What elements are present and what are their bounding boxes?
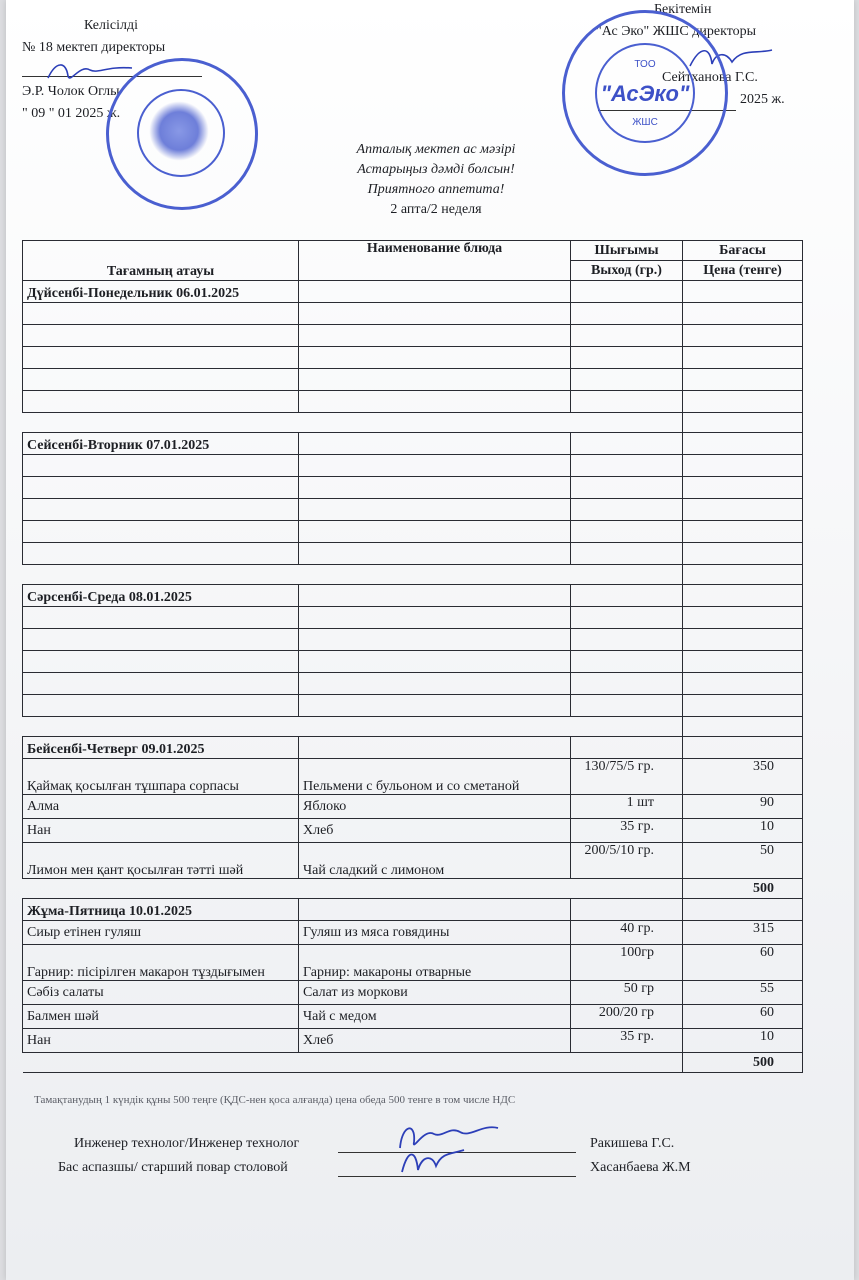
empty-cell [23, 303, 299, 325]
dish-name-ru: Гуляш из мяса говядины [299, 921, 571, 945]
approval-left-name: Э.Р. Чолок Оглы [22, 84, 120, 99]
empty-row [23, 499, 803, 521]
col-header-name-ru: Наименование блюда [299, 241, 571, 281]
day-row [23, 737, 803, 759]
dish-name-ru: Чай сладкий с лимоном [299, 843, 571, 879]
empty-cell [23, 347, 299, 369]
empty-cell [683, 543, 803, 565]
dish-name-ru: Салат из моркови [299, 981, 571, 1005]
empty-row [23, 673, 803, 695]
day-label: Сәрсенбі-Среда 08.01.2025 [23, 585, 299, 607]
round-stamp-left [106, 58, 258, 210]
dish-output: 40 гр. [571, 921, 683, 945]
empty-cell [571, 629, 683, 651]
dish-name-ru: Хлеб [299, 1029, 571, 1053]
empty-cell [299, 477, 571, 499]
cook-name: Хасанбаева Ж.М [590, 1160, 691, 1175]
dish-name-kz: Лимон мен қант қосылған тәтті шәй [23, 843, 299, 879]
day-row [23, 585, 803, 607]
dish-name-ru: Чай с медом [299, 1005, 571, 1029]
empty-cell [299, 607, 571, 629]
dish-name-ru: Хлеб [299, 819, 571, 843]
dish-output: 50 гр [571, 981, 683, 1005]
empty-cell [683, 585, 803, 607]
total-row [23, 1053, 803, 1073]
empty-row [23, 391, 803, 413]
empty-row [23, 651, 803, 673]
empty-cell [299, 543, 571, 565]
empty-cell [299, 347, 571, 369]
empty-cell [299, 455, 571, 477]
empty-cell [571, 543, 683, 565]
day-row [23, 281, 803, 303]
empty-cell [571, 695, 683, 717]
empty-cell [299, 369, 571, 391]
empty-cell [683, 391, 803, 413]
separator-row [23, 413, 803, 433]
day-label: Дүйсенбі-Понедельник 06.01.2025 [23, 281, 299, 303]
empty-cell [23, 477, 299, 499]
empty-cell [299, 499, 571, 521]
empty-cell [571, 369, 683, 391]
empty-cell [683, 629, 803, 651]
dish-row [23, 945, 803, 981]
empty-cell [571, 455, 683, 477]
dish-output: 100гр [571, 945, 683, 981]
empty-cell [299, 695, 571, 717]
day-label: Бейсенбі-Четверг 09.01.2025 [23, 737, 299, 759]
empty-cell [571, 899, 683, 921]
empty-cell [23, 521, 299, 543]
menu-wish-ru: Приятного аппетита! [367, 182, 505, 197]
empty-cell [571, 281, 683, 303]
empty-cell [23, 651, 299, 673]
dish-name-kz: Нан [23, 819, 299, 843]
col-header-price-ru: Цена (тенге) [683, 261, 803, 281]
day-row [23, 899, 803, 921]
stamp-right-bottom: ЖШС [632, 117, 658, 128]
empty-cell [683, 651, 803, 673]
dish-row [23, 795, 803, 819]
empty-cell [683, 695, 803, 717]
dish-row [23, 1029, 803, 1053]
empty-cell [23, 455, 299, 477]
empty-cell [683, 607, 803, 629]
empty-cell [571, 303, 683, 325]
col-header-name-kz: Тағамның атауы [23, 241, 299, 281]
empty-row [23, 629, 803, 651]
menu-title-block [286, 140, 586, 220]
dish-row [23, 921, 803, 945]
empty-cell [23, 607, 299, 629]
empty-cell [571, 673, 683, 695]
empty-row [23, 695, 803, 717]
approval-left-position: № 18 мектеп директоры [22, 40, 166, 55]
empty-cell [683, 303, 803, 325]
approval-right-title: Бекітемін [654, 2, 712, 17]
cook-role: Бас аспазшы/ старший повар столовой [58, 1160, 288, 1175]
total-spacer [23, 1053, 683, 1073]
day-total: 500 [683, 879, 803, 899]
dish-row [23, 1005, 803, 1029]
dish-row [23, 819, 803, 843]
empty-cell [683, 477, 803, 499]
dish-output: 200/5/10 гр. [571, 843, 683, 879]
dish-row [23, 843, 803, 879]
day-label: Сейсенбі-Вторник 07.01.2025 [23, 433, 299, 455]
empty-cell [299, 391, 571, 413]
price-footnote: Тамақтанудың 1 күндік құны 500 теңге (ҚДС-нен қоса алғанда) цена обеда 500 тенге в том числе НДС [34, 1094, 516, 1106]
separator-row [23, 717, 803, 737]
empty-cell [299, 899, 571, 921]
dish-output: 130/75/5 гр. [571, 759, 683, 795]
engineer-role: Инженер технолог/Инженер технолог [74, 1136, 300, 1151]
dish-price: 10 [683, 819, 803, 843]
empty-cell [23, 673, 299, 695]
dish-price: 60 [683, 1005, 803, 1029]
empty-cell [571, 347, 683, 369]
empty-cell [299, 585, 571, 607]
empty-cell [683, 899, 803, 921]
col-header-out-ru: Выход (гр.) [571, 261, 683, 281]
empty-row [23, 607, 803, 629]
empty-cell [683, 673, 803, 695]
dish-row [23, 981, 803, 1005]
menu-sheet [6, 0, 854, 1280]
dish-name-kz: Сәбіз салаты [23, 981, 299, 1005]
empty-cell [571, 607, 683, 629]
empty-cell [23, 325, 299, 347]
day-total [683, 717, 803, 737]
dish-name-kz: Балмен шәй [23, 1005, 299, 1029]
empty-row [23, 477, 803, 499]
empty-cell [571, 737, 683, 759]
empty-cell [683, 347, 803, 369]
empty-row [23, 521, 803, 543]
empty-cell [23, 695, 299, 717]
menu-week: 2 апта/2 неделя [390, 202, 482, 217]
empty-row [23, 303, 803, 325]
empty-cell [683, 281, 803, 303]
empty-cell [571, 499, 683, 521]
empty-cell [299, 325, 571, 347]
approval-right-position: "Ас Эко" ЖШС директоры [596, 24, 757, 39]
day-row [23, 433, 803, 455]
empty-cell [683, 433, 803, 455]
dish-price: 55 [683, 981, 803, 1005]
empty-cell [683, 369, 803, 391]
menu-title-kz: Апталық мектеп ас мәзірі [356, 142, 516, 157]
col-header-out-kz: Шығымы [571, 241, 683, 261]
empty-row [23, 543, 803, 565]
dish-price: 50 [683, 843, 803, 879]
dish-output: 200/20 гр [571, 1005, 683, 1029]
dish-price: 60 [683, 945, 803, 981]
day-total [683, 413, 803, 433]
dish-name-kz: Сиыр етінен гуляш [23, 921, 299, 945]
menu-table-body [23, 281, 803, 1073]
empty-cell [299, 651, 571, 673]
empty-cell [299, 629, 571, 651]
left-signature-mark [46, 56, 136, 86]
dish-output: 35 гр. [571, 819, 683, 843]
total-spacer [23, 565, 683, 585]
empty-cell [299, 737, 571, 759]
empty-row [23, 325, 803, 347]
col-header-price-kz: Бағасы [683, 241, 803, 261]
total-row [23, 879, 803, 899]
empty-cell [683, 737, 803, 759]
empty-cell [571, 325, 683, 347]
approval-left-date: " 09 " 01 2025 ж. [22, 106, 121, 121]
dish-price: 90 [683, 795, 803, 819]
dish-row [23, 759, 803, 795]
empty-cell [683, 325, 803, 347]
empty-cell [683, 455, 803, 477]
approval-right-date: 2025 ж. [740, 92, 785, 107]
approval-left-title: Келісілді [84, 18, 138, 33]
empty-cell [571, 585, 683, 607]
dish-name-kz: Алма [23, 795, 299, 819]
cook-signature-mark [398, 1144, 468, 1178]
empty-cell [571, 391, 683, 413]
empty-cell [23, 369, 299, 391]
dish-price: 315 [683, 921, 803, 945]
empty-cell [571, 651, 683, 673]
dish-name-ru: Яблоко [299, 795, 571, 819]
empty-cell [299, 281, 571, 303]
day-total: 500 [683, 1053, 803, 1073]
empty-cell [299, 433, 571, 455]
dish-name-kz: Қаймақ қосылған тұшпара сорпасы [23, 759, 299, 795]
empty-cell [571, 433, 683, 455]
stamp-right-mid: "АсЭко" [600, 81, 690, 106]
total-spacer [23, 717, 683, 737]
dish-name-ru: Пельмени с бульоном и со сметаной [299, 759, 571, 795]
empty-cell [23, 391, 299, 413]
total-spacer [23, 413, 683, 433]
approval-right-name: Сейтханова Г.С. [662, 70, 758, 85]
dish-output: 35 гр. [571, 1029, 683, 1053]
dish-name-ru: Гарнир: макароны отварные [299, 945, 571, 981]
empty-cell [23, 629, 299, 651]
empty-cell [299, 673, 571, 695]
stamp-right-top: ТОО [634, 59, 656, 70]
separator-row [23, 565, 803, 585]
menu-table [22, 240, 803, 1073]
empty-cell [683, 499, 803, 521]
dish-name-kz: Гарнир: пісірілген макарон тұздығымен [23, 945, 299, 981]
empty-row [23, 455, 803, 477]
empty-cell [299, 521, 571, 543]
empty-row [23, 369, 803, 391]
empty-cell [571, 477, 683, 499]
empty-cell [23, 499, 299, 521]
empty-cell [299, 303, 571, 325]
empty-row [23, 347, 803, 369]
day-label: Жұма-Пятница 10.01.2025 [23, 899, 299, 921]
dish-price: 10 [683, 1029, 803, 1053]
menu-wish-kz: Астарыңыз дәмді болсын! [357, 162, 515, 177]
dish-name-kz: Нан [23, 1029, 299, 1053]
total-spacer [23, 879, 683, 899]
empty-cell [23, 543, 299, 565]
engineer-name: Ракишева Г.С. [590, 1136, 675, 1151]
dish-output: 1 шт [571, 795, 683, 819]
dish-price: 350 [683, 759, 803, 795]
day-total [683, 565, 803, 585]
round-stamp-right [562, 10, 728, 176]
empty-cell [571, 521, 683, 543]
empty-cell [683, 521, 803, 543]
